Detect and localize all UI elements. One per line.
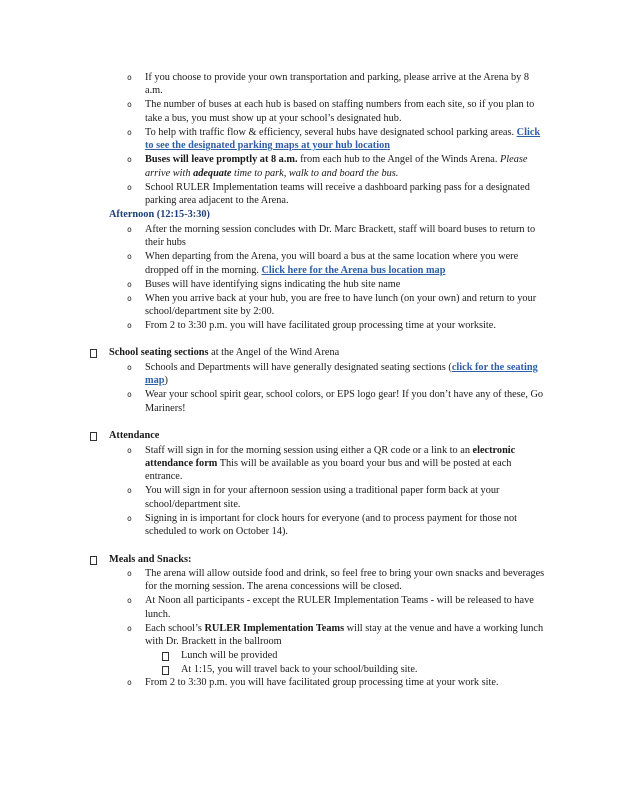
item-text: After the morning session concludes with Dr. Marc Brackett, staff will board buses to return to their hubs	[145, 223, 536, 249]
note-emphasis: adequate	[193, 167, 232, 179]
item-text: This will be available as you board your bus and will be posted at each entrance.	[145, 457, 512, 483]
list-item	[145, 361, 547, 388]
item-text: The number of buses at each hub is based on staffing numbers from each site, so if you plan to take a bus, you must show up at your school’s designated hub.	[145, 99, 535, 124]
item-text: from each hub to the Angel of the Winds Arena.	[297, 154, 500, 166]
meals-heading: Meals and Snacks:	[109, 553, 618, 566]
item-text: )	[164, 375, 168, 387]
list-item	[145, 512, 547, 539]
bus-time-text: Buses will leave promptly at 8 a.m.	[145, 154, 298, 166]
arena-bus-map-link[interactable]: Click here for the Arena bus location map	[261, 264, 446, 276]
list-item	[145, 98, 547, 125]
list-item	[145, 223, 547, 250]
item-text: At Noon all participants - except the RULER Implementation Teams - will be released to have lunch.	[145, 595, 534, 620]
attendance-heading: Attendance	[109, 429, 618, 442]
item-text: will stay at the venue and have a working lunch with Dr. Brackett in the ballroom	[145, 622, 544, 648]
list-item	[145, 567, 547, 594]
list-item	[145, 153, 547, 180]
item-text: From 2 to 3:30 p.m. you will have facilitated group processing time at your work site.	[145, 676, 499, 688]
list-item	[145, 181, 547, 208]
parking-maps-link[interactable]: Click to see the designated parking maps at your hub location	[145, 126, 541, 152]
item-text: School RULER Implementation teams will receive a dashboard parking pass for a designated parking area adjacent to the Arena.	[145, 181, 530, 207]
list-item	[145, 388, 547, 415]
list-item	[145, 594, 547, 621]
seating-map-link[interactable]: click for the seating map	[145, 361, 538, 387]
list-item	[145, 622, 547, 649]
sub-list-item: Lunch will be provided	[181, 649, 541, 662]
item-text: Each school’s	[145, 622, 205, 634]
attendance-form-text: electronic attendance form	[145, 444, 516, 469]
item-text: If you choose to provide your own transportation and parking, please arrive at the Arena by 8 a.m.	[145, 72, 530, 97]
list-item	[145, 319, 547, 332]
list-item	[145, 250, 547, 277]
item-text: Buses will have identifying signs indicating the hub site name	[145, 278, 401, 290]
heading-rest: at the Angel of the Wind Arena	[208, 347, 340, 359]
heading-text: School seating sections	[109, 347, 209, 359]
item-text: Signing in is important for clock hours for everyone (and to process payment for those not scheduled to work on October 14).	[145, 512, 518, 538]
list-item	[145, 71, 547, 98]
list-item	[145, 126, 547, 153]
item-text: Wear your school spirit gear, school colors, or EPS logo gear! If you don’t have any of these, Go Mariners!	[145, 389, 544, 414]
item-text: When departing from the Arena, you will board a bus at the same location where you were dropped off in the morning.	[145, 251, 519, 276]
item-text: To help with traffic flow & efficiency, several hubs have designated school parking areas.	[145, 126, 517, 138]
seating-heading	[109, 346, 618, 359]
ruler-teams-text: RULER Implementation Teams	[204, 622, 345, 634]
list-item	[145, 278, 547, 291]
item-text: From 2 to 3:30 p.m. you will have facilitated group processing time at your worksite.	[145, 320, 496, 332]
list-item	[145, 292, 547, 319]
item-text: Schools and Departments will have generally designated seating sections (	[145, 361, 452, 373]
item-text: You will sign in for your afternoon session using a traditional paper form back at your school/department site.	[145, 485, 500, 510]
list-item	[145, 444, 547, 484]
afternoon-heading: Afternoon (12:15-3:30)	[109, 209, 210, 221]
note-text: Please arrive with	[145, 154, 528, 179]
list-item	[145, 676, 547, 689]
sub-list-item: At 1:15, you will travel back to your school/building site.	[181, 663, 541, 676]
list-item	[145, 484, 547, 511]
item-text: The arena will allow outside food and drink, so feel free to bring your own snacks and beverages for the morning session. The arena concessions will be closed.	[145, 567, 545, 593]
note-text: time to park, walk to and board the bus.	[231, 167, 399, 179]
item-text: When you arrive back at your hub, you are free to have lunch (on your own) and return to your school/department site by 2:00.	[145, 292, 537, 318]
item-text: Staff will sign in for the morning session using either a QR code or a link to an	[145, 444, 473, 456]
